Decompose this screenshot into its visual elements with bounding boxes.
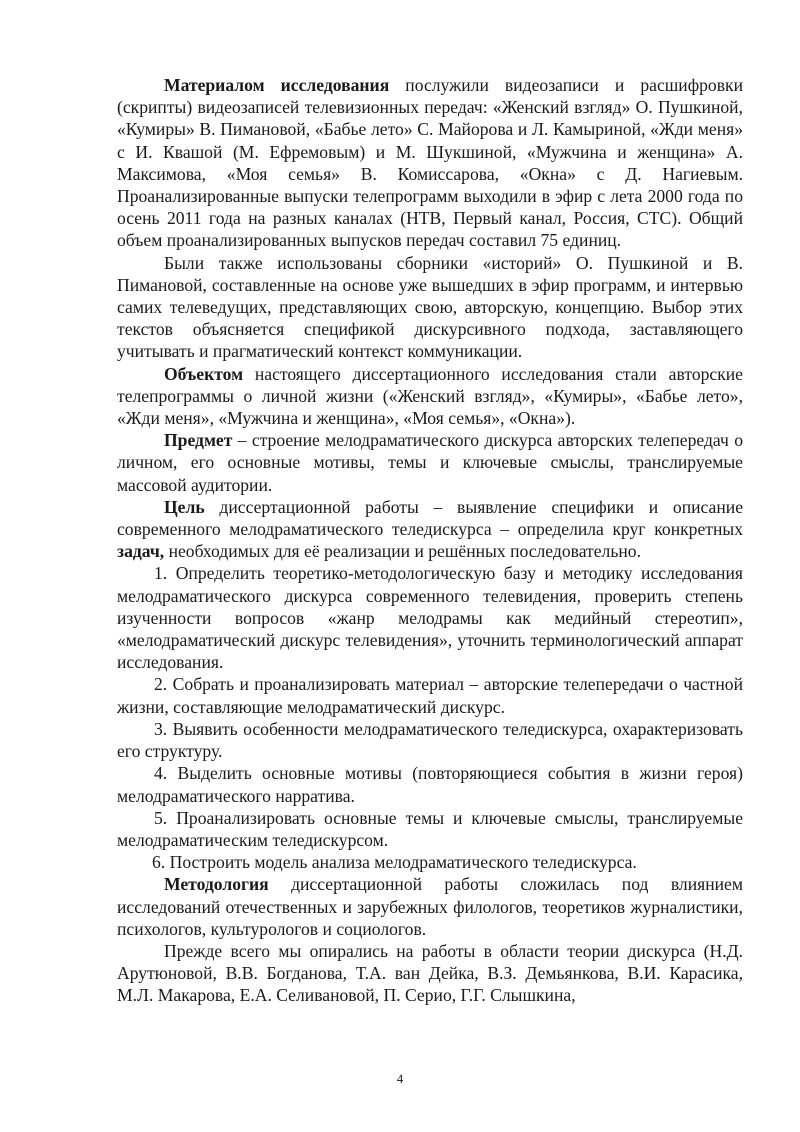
task-text: Собрать и проанализировать материал – авторские телепередачи о частной жизни, составляющие мелодраматический дискурс. — [117, 674, 743, 717]
term-methodology: Методология — [164, 874, 269, 895]
task-text: Выявить особенности мелодраматического теледискурса, охарактеризовать его структуру. — [117, 718, 743, 762]
task-text: Построить модель анализа мелодраматического теледискурса. — [169, 852, 637, 873]
task-item-5 — [117, 807, 743, 851]
task-text: Выделить основные мотивы (повторяющиеся события в жизни героя) мелодраматического нарратива. — [117, 763, 743, 806]
task-item-2 — [117, 673, 743, 717]
term-material: Материалом исследования — [164, 75, 390, 95]
task-text: Определить теоретико-методологическую базу и методику исследования мелодраматического дискурса современного телевидения, проверить степень изученности вопросов «жанр мелодрамы как медийный стереотип», «мелодраматический дискурс телевидения», уточнить терминологический аппарат исследования. — [117, 563, 743, 673]
paragraph-subject — [117, 429, 743, 496]
paragraph-text: настоящего диссертационного исследования стали авторские телепрограммы о личной жизни («Женский взгляд», «Кумиры», «Бабье лето», «Жди меня», «Мужчина и женщина», «Моя семья», «Окна»). — [117, 363, 743, 429]
paragraph-text: послужили видеозаписи и расшифровки (скрипты) видеозаписей телевизионных передач: «Женский взгляд» О. Пушкиной, «Кумиры» В. Пимановой, «Бабье лето» С. Майорова и Л. Камыриной, «Жди меня» с И. Квашой (М. Ефремовым) и М. Шукшиной, «Мужчина и женщина» А. Максимова, «Моя семья» В. Комиссарова, «Окна» с Д. Нагиевым. Проанализированные выпуски телепрограмм выходили в эфир с лета 2000 года по осень 2011 года на разных каналах (НТВ, Первый канал, Россия, СТС). Общий объем проанализированных выпусков передач составил 75 единиц. — [117, 75, 743, 251]
task-item-6 — [117, 851, 743, 873]
term-object: Объектом — [164, 363, 244, 384]
paragraph-text: диссертационной работы – выявление специфики и описание современного мелодраматического теледискурса – определила круг конкретных — [117, 496, 743, 540]
task-number: 1. — [154, 563, 168, 584]
paragraph-text: необходимых для её реализации и решённых последовательно. — [164, 541, 641, 562]
task-number: 4. — [154, 763, 168, 784]
paragraph-object — [117, 363, 743, 430]
paragraph-discourse-theory — [117, 940, 743, 1007]
paragraph-text: – строение мелодраматического дискурса авторских телепередач о личном, его основные мотивы, темы и ключевые смыслы, транслируемые массовой аудитории. — [117, 430, 743, 495]
page-number: 4 — [396, 1071, 404, 1086]
paragraph-material — [117, 74, 743, 252]
term-tasks: задач, — [117, 541, 165, 562]
paragraph-methodology — [117, 873, 743, 940]
paragraph-text: диссертационной работы сложилась под влиянием исследований отечественных и зарубежных филологов, теоретиков журналистики, психологов, культурологов и социологов. — [117, 874, 743, 939]
task-item-3 — [117, 718, 743, 762]
term-goal: Цель — [164, 496, 205, 517]
paragraph-goal — [117, 496, 743, 563]
paragraph-text: Прежде всего мы опирались на работы в области теории дискурса (Н.Д. Арутюновой, В.В. Богданова, Т.А. ван Дейка, В.З. Демьянкова, В.И. Карасика, М.Л. Макарова, Е.А. Селивановой, П. Серио, Г.Г. Слышкина, — [117, 940, 743, 1006]
task-number: 2. — [154, 674, 168, 695]
body-text — [117, 74, 743, 1007]
task-item-4 — [117, 762, 743, 806]
task-number: 6. — [152, 852, 166, 873]
paragraph-text: Были также использованы сборники «историй» О. Пушкиной и В. Пимановой, составленные на основе уже вышедших в эфир программ, и интервью самих телеведущих, представляющих свою, авторскую, концепцию. Выбор этих текстов объясняется спецификой дискурсивного подхода, заставляющего учитывать и прагматический контекст коммуникации. — [117, 252, 743, 362]
task-text: Проанализировать основные темы и ключевые смыслы, транслируемые мелодраматическим теледискурсом. — [117, 807, 743, 850]
task-number: 5. — [154, 807, 168, 828]
task-number: 3. — [154, 718, 168, 739]
task-item-1 — [117, 562, 743, 673]
term-subject: Предмет — [164, 430, 233, 451]
paragraph-sources — [117, 252, 743, 363]
